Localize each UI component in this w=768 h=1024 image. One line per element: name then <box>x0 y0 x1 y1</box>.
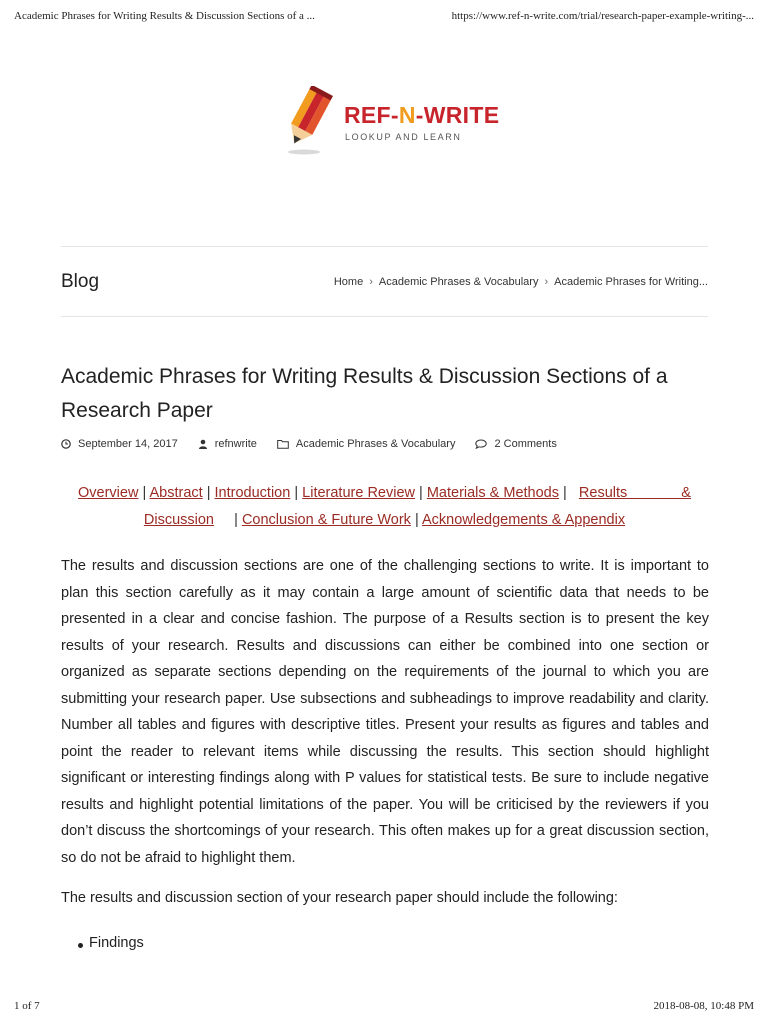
print-header-url: https://www.ref-n-write.com/trial/research-paper-example-writing-... <box>451 10 754 22</box>
toc-link-conclusion[interactable]: Conclusion & Future Work <box>241 512 411 528</box>
article-list <box>78 935 144 951</box>
toc-link-abstract[interactable]: Abstract <box>149 485 203 501</box>
logo-wordmark: REF-N-WRITE <box>344 102 500 128</box>
breadcrumb-category[interactable]: Academic Phrases & Vocabulary <box>378 276 539 288</box>
breadcrumb-home[interactable]: Home <box>333 276 364 288</box>
meta-comments[interactable]: 2 Comments <box>475 438 556 450</box>
print-footer <box>14 1000 754 1016</box>
list-item: Findings <box>78 935 144 951</box>
clock-icon <box>61 439 71 449</box>
toc-link-materials-methods[interactable]: Materials & Methods <box>426 485 559 501</box>
toc-link-introduction[interactable]: Introduction <box>214 485 291 501</box>
article-meta <box>61 438 577 450</box>
toc-link-acknowledgements[interactable]: Acknowledgements & Appendix <box>421 512 626 528</box>
print-header-title: Academic Phrases for Writing Results & Discussion Sections of a ... <box>14 10 315 22</box>
divider-bottom <box>61 316 708 317</box>
meta-category[interactable]: Academic Phrases & Vocabulary <box>277 438 456 450</box>
print-page-number: 1 of 7 <box>14 1000 40 1012</box>
article-paragraph: The results and discussion sections are one of the challenging sections to write. It is important to plan this section carefully as it may contain a large amount of scientific data that needs to be presented in a clear and concise fashion. The purpose of a Results section is to present the key results of your research. Results and discussions can either be combined into one section or organized as separate sections depending on the requirements of the journal to which you are submitting your research paper. Use subsections and subheadings to improve readability and clarity. Number all tables and figures with descriptive titles. Present your results as figures and tables and point the reader to relevant items while discussing the results. This section should highlight significant or interesting findings along with P values for statistical tests. Be sure to include negative results and highlight potential limitations of the paper. You will be criticised by the reviewers if you don’t discuss the shortcomings of your research. This often makes up for a great discussion section, so do not be afraid to highlight them. <box>61 558 709 866</box>
print-header <box>14 10 754 26</box>
divider-top <box>61 246 708 247</box>
breadcrumb <box>334 276 708 288</box>
folder-icon <box>277 439 289 449</box>
logo-tagline: LOOKUP AND LEARN <box>345 132 462 142</box>
site-logo[interactable] <box>282 86 512 158</box>
comment-icon <box>475 439 487 449</box>
toc-link-literature-review[interactable]: Literature Review <box>302 485 415 501</box>
pencil-logo-icon <box>282 86 342 158</box>
article-paragraph-list-intro: The results and discussion section of your research paper should include the following: <box>61 890 618 906</box>
chevron-right-icon: › <box>369 276 373 288</box>
meta-author[interactable]: refnwrite <box>198 438 257 450</box>
section-title: Blog <box>61 271 100 292</box>
article-title: Academic Phrases for Writing Results & Discussion Sections of a Research Paper <box>61 365 668 422</box>
section-navigation: Overview | Abstract | Introduction | Literature Review | Materials & Methods | Results & Discussion | Conclusion & Future Work | Acknowledgements & Appendix <box>78 485 691 528</box>
chevron-right-icon: › <box>544 276 549 288</box>
meta-date: September 14, 2017 <box>61 438 178 450</box>
toc-link-results-discussion[interactable]: Results & Discussion <box>143 485 691 528</box>
print-datetime: 2018-08-08, 10:48 PM <box>653 1000 754 1012</box>
toc-link-overview[interactable]: Overview <box>78 485 139 501</box>
breadcrumb-current: Academic Phrases for Writing... <box>554 276 708 288</box>
user-icon <box>198 439 208 449</box>
